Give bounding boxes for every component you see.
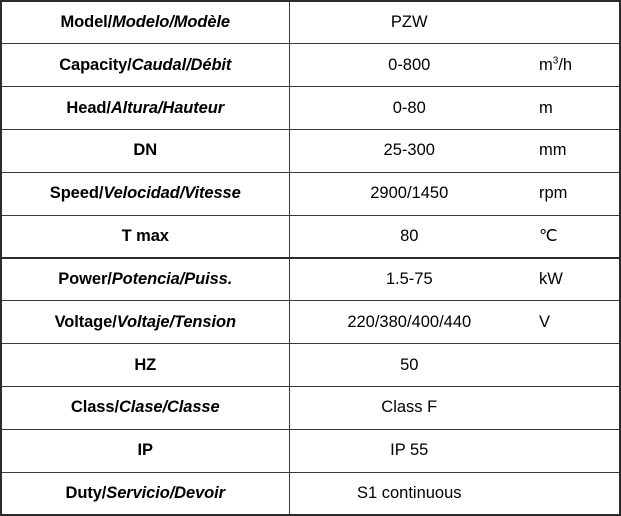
label-primary: HZ [134, 355, 157, 374]
row-label-power [1, 258, 289, 301]
row-label-dn [1, 129, 289, 172]
unit-text: ℃ [539, 227, 558, 246]
label-primary: Duty/ [65, 483, 107, 502]
table-row [1, 344, 620, 387]
table-row [1, 472, 620, 515]
row-label-hz [1, 344, 289, 387]
label-alt: Velocidad/Vitesse [103, 184, 241, 203]
label-alt: Servicio/Devoir [106, 483, 225, 502]
row-unit-voltage [529, 301, 620, 344]
row-unit-tmax [529, 215, 620, 258]
unit-text: rpm [539, 184, 568, 203]
table-row [1, 44, 620, 87]
label-primary: Power/ [58, 270, 112, 289]
label-primary: IP [137, 441, 153, 460]
label-primary: DN [133, 141, 158, 160]
row-value-power: 1.5-75 [289, 258, 529, 301]
row-label-tmax [1, 215, 289, 258]
unit-exponent: 3 [552, 55, 559, 67]
row-unit-power [529, 258, 620, 301]
row-label-ip [1, 429, 289, 472]
row-label-capacity [1, 44, 289, 87]
label-alt: Altura/Hauteur [110, 98, 225, 117]
table-row [1, 429, 620, 472]
specification-table-body [1, 1, 620, 515]
row-label-head [1, 87, 289, 130]
table-row [1, 258, 620, 301]
row-label-duty [1, 472, 289, 515]
label-primary: Speed/ [49, 184, 104, 203]
row-unit-head [529, 87, 620, 130]
table-row [1, 172, 620, 215]
label-alt: Voltaje/Tension [116, 312, 236, 331]
row-label-voltage [1, 301, 289, 344]
row-value-hz: 50 [289, 344, 529, 387]
row-label-speed [1, 172, 289, 215]
row-unit-dn [529, 129, 620, 172]
table-row [1, 129, 620, 172]
row-value-head: 0-80 [289, 87, 529, 130]
row-unit-ip [529, 429, 620, 472]
row-value-tmax: 80 [289, 215, 529, 258]
row-unit-hz [529, 344, 620, 387]
table-row [1, 215, 620, 258]
label-primary: Head/ [66, 98, 111, 117]
unit-text: mm [539, 141, 567, 160]
row-value-dn: 25-300 [289, 129, 529, 172]
row-unit-duty [529, 472, 620, 515]
label-primary: Voltage/ [54, 312, 117, 331]
row-value-ip: IP 55 [289, 429, 529, 472]
unit-tail: /h [558, 55, 573, 74]
row-unit-class [529, 386, 620, 429]
row-value-model: PZW [289, 1, 529, 44]
row-value-class: Class F [289, 386, 529, 429]
label-primary: T max [121, 226, 169, 245]
row-label-class [1, 386, 289, 429]
row-value-duty: S1 continuous [289, 472, 529, 515]
label-alt: Caudal/Débit [131, 55, 232, 74]
unit-text: V [539, 312, 551, 331]
unit-text: kW [539, 270, 563, 289]
row-unit-capacity [529, 44, 620, 87]
label-primary: Class/ [70, 398, 119, 417]
unit-text: m [539, 98, 553, 117]
unit-text: m [539, 55, 553, 74]
row-unit-model [529, 1, 620, 44]
label-primary: Capacity/ [59, 55, 132, 74]
row-value-speed: 2900/1450 [289, 172, 529, 215]
row-value-capacity: 0-800 [289, 44, 529, 87]
row-value-voltage: 220/380/400/440 [289, 301, 529, 344]
row-unit-speed [529, 172, 620, 215]
table-row [1, 87, 620, 130]
row-label-model [1, 1, 289, 44]
label-alt: Clase/Classe [118, 398, 220, 417]
table-row [1, 301, 620, 344]
table-row [1, 386, 620, 429]
label-alt: Potencia/Puiss. [111, 270, 233, 289]
table-row [1, 1, 620, 44]
label-primary: Model/ [60, 13, 113, 32]
label-alt: Modelo/Modèle [112, 13, 231, 32]
